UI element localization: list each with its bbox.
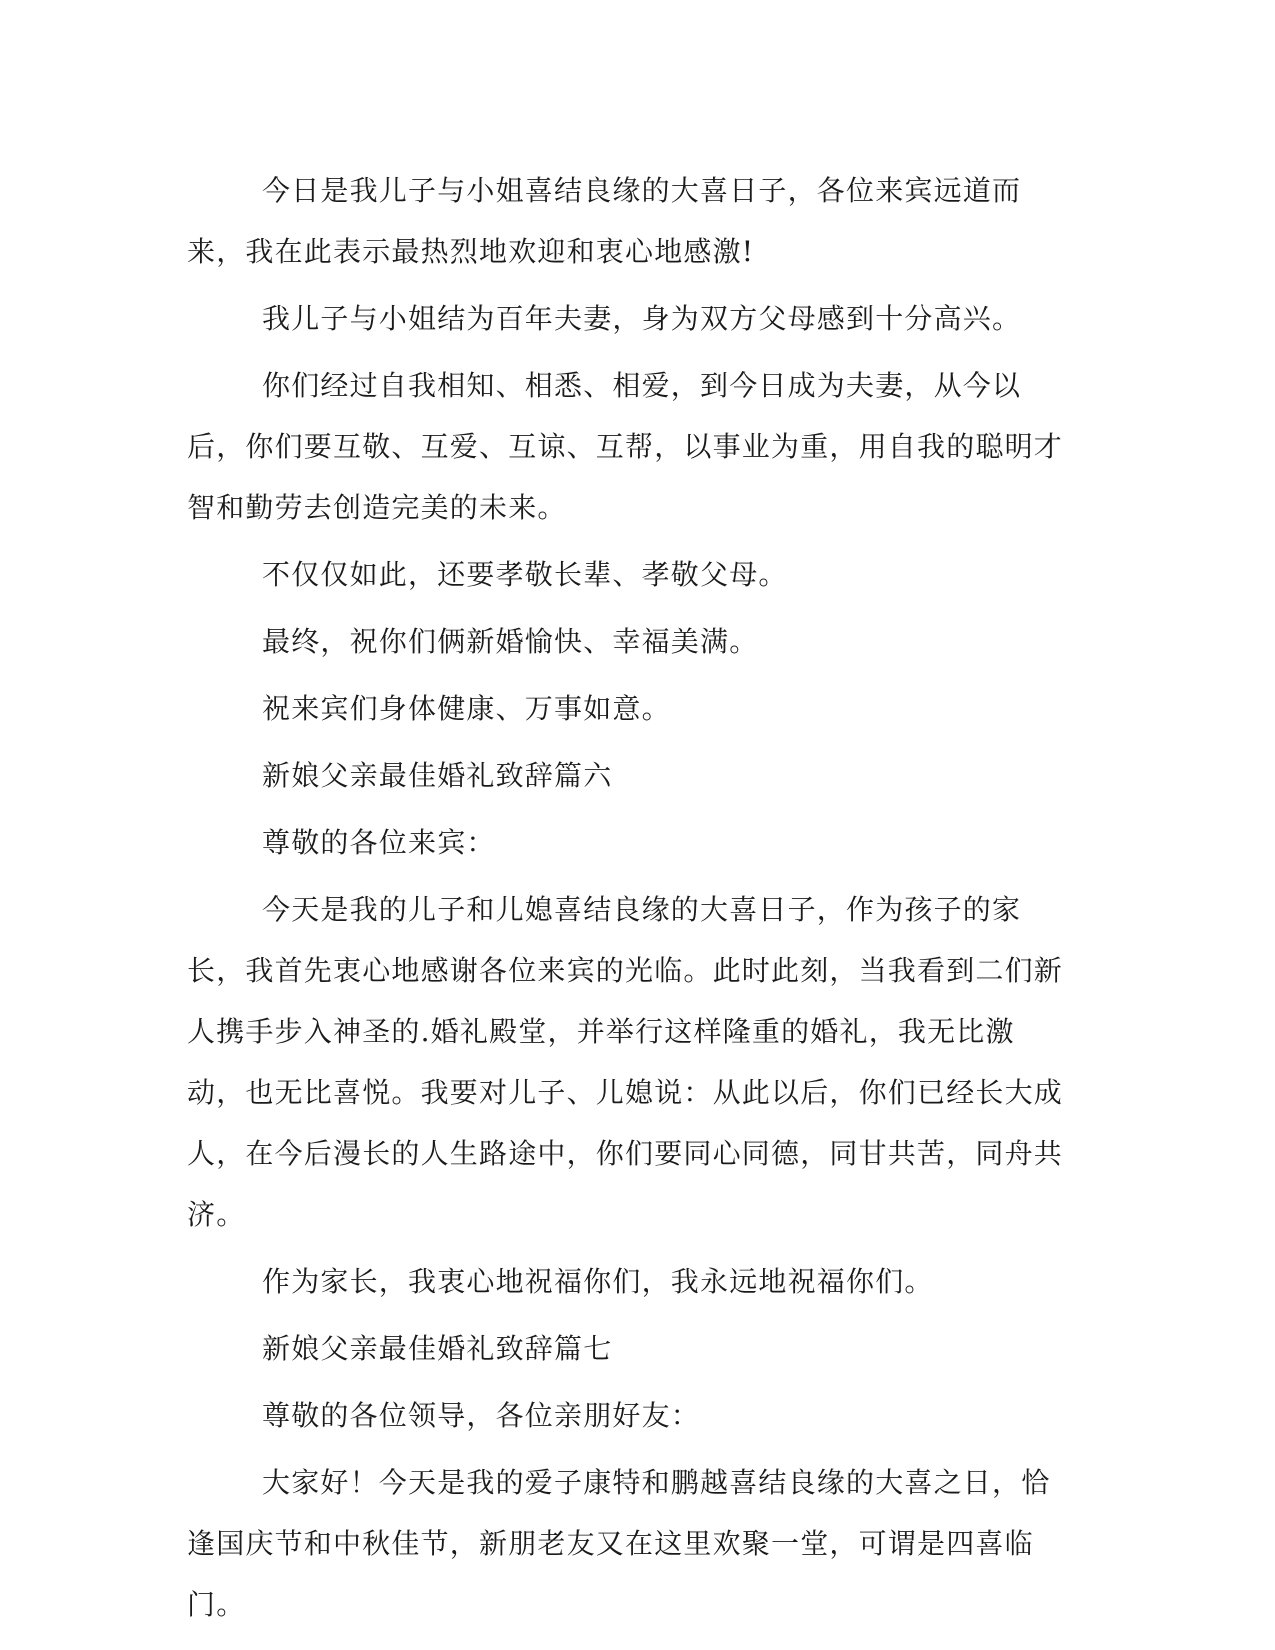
paragraph-advice: 你们经过自我相知、相悉、相爱，到今日成为夫妻，从今以后，你们要互敬、互爱、互谅、互帮，以事业为重，用自我的聪明才智和勤劳去创造完美的未来。 bbox=[187, 369, 1064, 524]
paragraph-speech-seven: 大家好！今天是我的爱子康特和鹏越喜结良缘的大喜之日，恰逢国庆节和中秋佳节，新朋老友又在这里欢聚一堂，可谓是四喜临门。 bbox=[187, 1466, 1051, 1621]
section-title-seven: 新娘父亲最佳婚礼致辞篇七 bbox=[262, 1332, 613, 1365]
salutation-six: 尊敬的各位来宾： bbox=[262, 826, 496, 859]
paragraph-welcome: 今日是我儿子与小姐喜结良缘的大喜日子，各位来宾远道而来，我在此表示最热烈地欢迎和衷心地感激! bbox=[187, 174, 1022, 268]
salutation-seven: 尊敬的各位领导，各位亲朋好友： bbox=[262, 1399, 701, 1432]
section-title-six: 新娘父亲最佳婚礼致辞篇六 bbox=[262, 759, 613, 792]
paragraph-speech-six: 今天是我的儿子和儿媳喜结良缘的大喜日子，作为孩子的家长，我首先衷心地感谢各位来宾的光临。此时此刻，当我看到二们新人携手步入神圣的.婚礼殿堂，并举行这样隆重的婚礼，我无比激动，也无比喜悦。我要对儿子、儿媳说：从此以后，你们已经长大成人，在今后漫长的人生路途中，你们要同心同德，同甘共苦，同舟共济。 bbox=[187, 893, 1064, 1231]
paragraph-filial: 不仅仅如此，还要孝敬长辈、孝敬父母。 bbox=[262, 558, 788, 591]
paragraph-blessing: 最终，祝你们俩新婚愉快、幸福美满。 bbox=[262, 625, 759, 658]
paragraph-parent-blessing: 作为家长，我衷心地祝福你们，我永远地祝福你们。 bbox=[262, 1265, 934, 1298]
document-body bbox=[187, 160, 1067, 1641]
paragraph-guest-wishes: 祝来宾们身体健康、万事如意。 bbox=[262, 692, 671, 725]
paragraph-marriage-joy: 我儿子与小姐结为百年夫妻，身为双方父母感到十分高兴。 bbox=[262, 302, 1022, 335]
